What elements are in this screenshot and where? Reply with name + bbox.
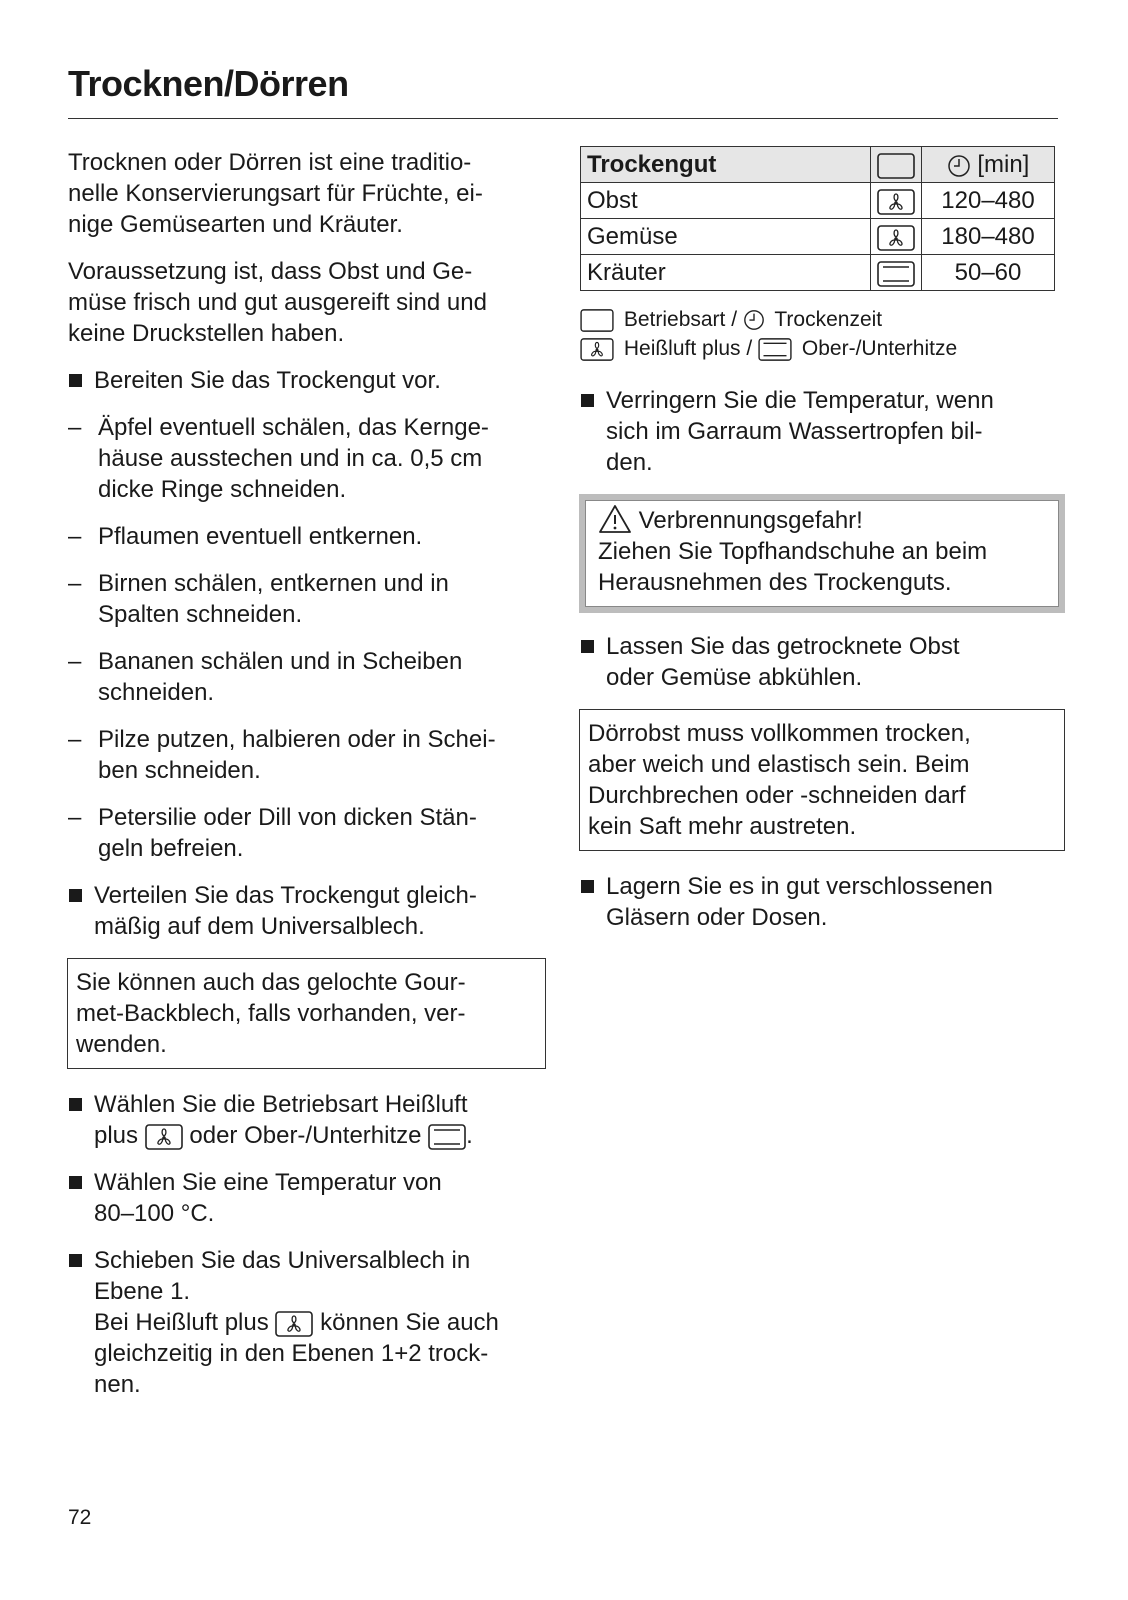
step-temperature: Wählen Sie eine Temperatur von 80–100 °C. — [68, 1167, 546, 1229]
list-item: – Pilze putzen, halbieren oder in Schei- ben schneiden. — [68, 726, 496, 784]
list-item: – Birnen schälen, entkernen und in Spalten schneiden. — [68, 570, 449, 628]
bullet-icon — [69, 1254, 82, 1267]
right-column — [580, 146, 1065, 949]
fan-plus-icon — [877, 189, 915, 215]
list-item: – Bananen schälen und in Scheiben schneiden. — [68, 648, 463, 706]
top-bottom-heat-icon — [877, 261, 915, 287]
intro-paragraph-1: Trocknen oder Dörren ist eine traditio- nelle Konservierungsart für Früchte, ei- nige Gemüsearten und Kräuter. — [68, 149, 483, 238]
clock-icon — [947, 154, 971, 178]
step-reduce-temperature: Verringern Sie die Temperatur, wenn sich im Garraum Wassertropfen bil- den. — [580, 385, 1065, 478]
fan-plus-icon — [877, 225, 915, 251]
warning-box: Verbrennungsgefahr! Ziehen Sie Topfhandschuhe an beim Herausnehmen des Trockenguts. — [579, 494, 1065, 613]
page-number: 72 — [68, 1506, 92, 1529]
top-bottom-heat-icon — [758, 338, 792, 361]
bullet-icon — [581, 640, 594, 653]
list-item: – Petersilie oder Dill von dicken Stän- geln befreien. — [68, 804, 477, 862]
table-row: Gemüse 180–480 — [581, 219, 1055, 255]
mode-blank-icon — [580, 309, 614, 332]
bullet-icon — [581, 394, 594, 407]
table-row: Obst 120–480 — [581, 183, 1055, 219]
step-distribute: Verteilen Sie das Trockengut gleich- mäßig auf dem Universalblech. — [68, 880, 546, 942]
step-shelf: Schieben Sie das Universalblech in Ebene 1. Bei Heißluft plus können Sie auch gleichzeitig in den Ebenen 1+2 trock- nen. — [68, 1245, 546, 1400]
clock-icon — [743, 309, 765, 331]
fan-plus-icon — [580, 338, 614, 361]
drying-table — [580, 146, 1055, 291]
bullet-icon — [69, 1098, 82, 1111]
legend-line-2: Heißluft plus / Ober-/Unterhitze — [580, 334, 1065, 363]
step-select-mode: Wählen Sie die Betriebsart Heißluft plus oder Ober-/Unterhitze . — [68, 1089, 546, 1151]
bullet-icon — [69, 374, 82, 387]
step-store: Lagern Sie es in gut verschlossenen Gläsern oder Dosen. — [580, 871, 1065, 933]
top-bottom-heat-icon — [428, 1124, 466, 1150]
step-prepare: Bereiten Sie das Trockengut vor. — [68, 365, 546, 396]
fan-plus-icon — [145, 1124, 183, 1150]
table-legend — [580, 305, 1065, 363]
page-title: Trocknen/Dörren — [68, 63, 349, 104]
bullet-icon — [69, 1176, 82, 1189]
info-box: Dörrobst muss vollkommen trocken, aber weich und elastisch sein. Beim Durchbrechen oder -schneiden darf kein Saft mehr austreten. — [579, 709, 1065, 851]
mode-blank-icon — [877, 153, 915, 179]
list-item: – Pflaumen eventuell entkernen. — [68, 523, 423, 550]
legend-line-1: Betriebsart / Trockenzeit — [580, 305, 1065, 334]
table-row: Kräuter 50–60 — [581, 255, 1055, 291]
left-column — [68, 147, 546, 1416]
fan-plus-icon — [275, 1311, 313, 1337]
title-divider — [68, 118, 1058, 119]
warning-title: Verbrennungsgefahr! — [638, 507, 863, 534]
bullet-icon — [581, 880, 594, 893]
step-cool: Lassen Sie das getrocknete Obst oder Gemüse abkühlen. — [580, 631, 1065, 693]
bullet-icon — [69, 889, 82, 902]
column-header-mode — [871, 147, 922, 183]
note-box: Sie können auch das gelochte Gour- met-Backblech, falls vorhanden, ver- wenden. — [67, 958, 546, 1069]
column-header-item: Trockengut — [581, 147, 871, 183]
column-header-time: [min] — [922, 147, 1055, 183]
list-item: – Äpfel eventuell schälen, das Kernge- häuse ausstechen und in ca. 0,5 cm dicke Ringe schneiden. — [68, 414, 489, 503]
intro-paragraph-2: Voraussetzung ist, dass Obst und Ge- müse frisch und gut ausgereift sind und keine Druckstellen haben. — [68, 258, 487, 347]
warning-icon — [598, 504, 632, 534]
table-header-row — [581, 147, 1055, 183]
